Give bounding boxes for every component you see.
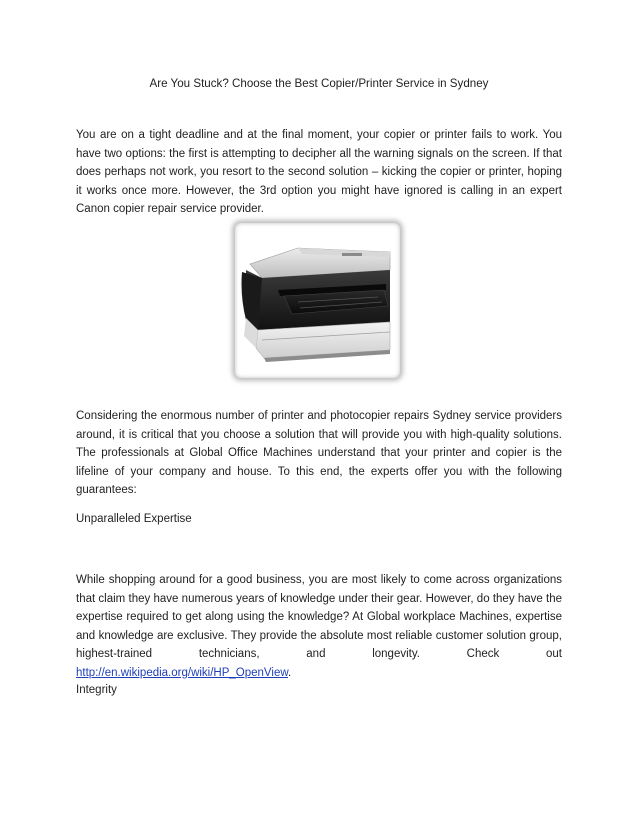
heading-integrity: Integrity [76, 684, 117, 696]
heading-unparalleled-expertise: Unparalleled Expertise [76, 513, 192, 525]
printer-icon [238, 226, 397, 375]
document-title: Are You Stuck? Choose the Best Copier/Printer Service in Sydney [149, 77, 489, 90]
paragraph-considering: Considering the enormous number of printer and photocopier repairs Sydney service providers around, it is critical that you choose a solution that will provide you with high-quality solutions. The professionals at Global Office Machines understand that your printer and copier is the lifeline of your company and house. To this end, the experts offer you with the following guarantees: [76, 410, 562, 496]
printer-photo [235, 223, 400, 378]
paragraph-expertise-end: . [288, 666, 292, 679]
paragraph-intro: You are on a tight deadline and at the final moment, your copier or printer fails to work. You have two options: the first is attempting to decipher all the warning signals on the screen. If that does perhaps not work, you resort to the second solution – kicking the copier or printer, hoping it works once more. However, the 3rd option you might have ignored is calling in an expert Canon copier repair service provider. [76, 129, 562, 215]
paragraph-expertise-text: While shopping around for a good business, you are most likely to come across organizations that claim they have numerous years of knowledge under their gear. However, do they have the expertise required to get along using the knowledge? At Global workplace Machines, expertise and knowledge are exclusive. They provide the absolute most reliable customer solution group, highest-trained technicians, and longevity. Check out [76, 574, 562, 660]
wikipedia-link[interactable]: http://en.wikipedia.org/wiki/HP_OpenView [76, 666, 289, 679]
paragraph-expertise [76, 571, 562, 682]
